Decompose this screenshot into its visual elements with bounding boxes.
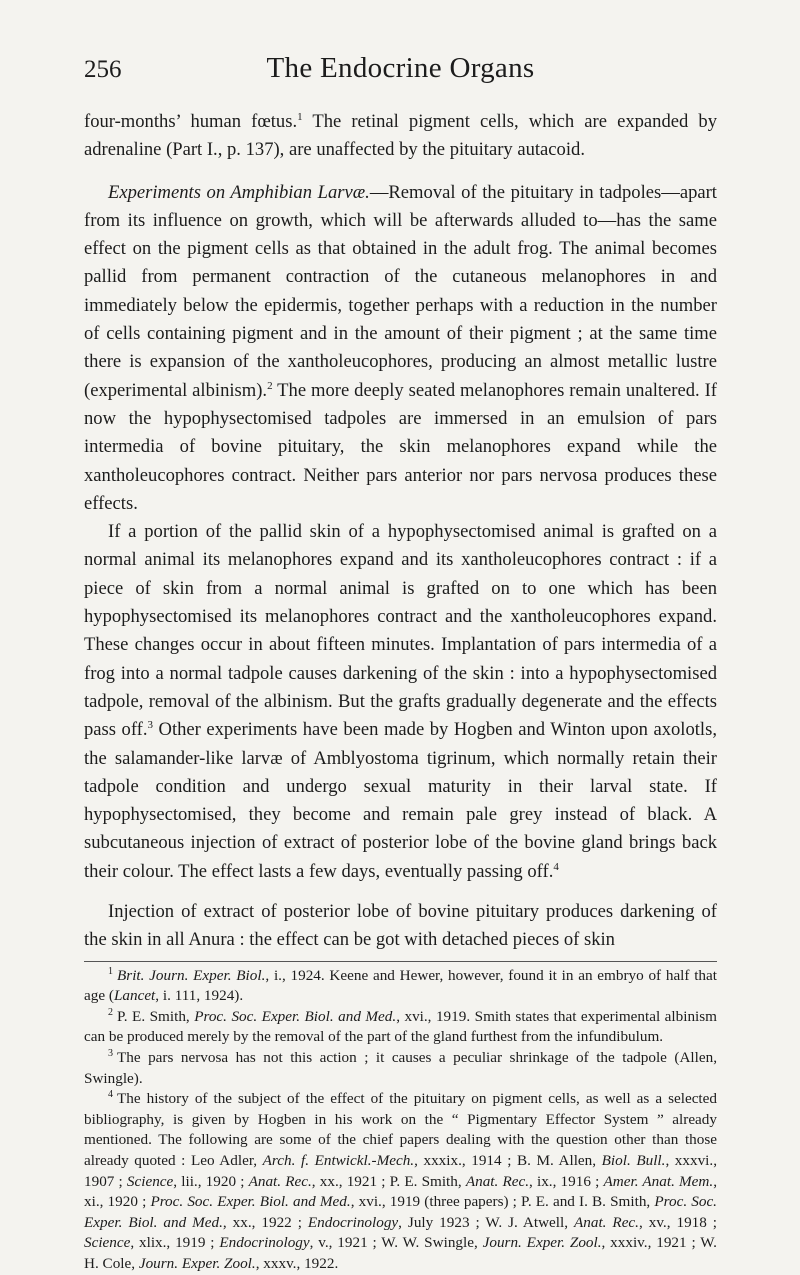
paragraph <box>84 518 717 886</box>
running-title: The Endocrine Organs <box>266 52 535 84</box>
journal-title: Brit. Journ. Exper. Biol. <box>117 966 266 984</box>
journal-title: Science <box>84 1234 131 1252</box>
text-run: —Removal of the pituitary in tadpoles—apart from its influence on growth, which will be afterwards alluded to—has the same effect on the pigment cells as that obtained in the adult frog. The animal becomes pallid from permanent contraction of the cutaneous melanophores in and immediately below the epidermis, together perhaps with a reduction in the number of cells containing pigment and in the amount of their pigment ; at the same time there is expansion of the xantholeucophores, producing an almost metallic lustre (experimental albinism). <box>84 181 717 401</box>
journal-title: Proc. Soc. Exper. Biol. and Med. <box>194 1007 397 1025</box>
footnote-text: , xxxvi., 1907 ; <box>84 1151 717 1190</box>
footnote-text: , xx., 1922 ; <box>222 1213 308 1231</box>
footnote-text: , July 1923 ; W. J. Atwell, <box>398 1213 574 1231</box>
footnotes <box>84 966 717 1275</box>
footnote-text: , ix., 1916 ; <box>529 1172 604 1190</box>
footnote-ref: 3 <box>147 719 154 732</box>
journal-title: Journ. Exper. Zool. <box>482 1234 602 1252</box>
footnote-mark: 2 <box>108 1006 113 1018</box>
footnote-text: , xi., 1920 ; <box>84 1172 717 1211</box>
journal-title: Endocrinology <box>307 1213 399 1231</box>
footnote <box>84 1089 717 1274</box>
footnote-text: , xv., 1918 ; <box>638 1213 718 1231</box>
footnote-text: , xxxv., 1922. <box>255 1254 339 1272</box>
footnote-text: , xx., 1921 ; P. E. Smith, <box>311 1172 466 1190</box>
journal-title: Anat. Rec. <box>465 1172 530 1190</box>
page-header <box>84 0 717 108</box>
footnote-mark: 4 <box>108 1089 113 1101</box>
footnote-text: , xxxix., 1914 ; B. M. Allen, <box>414 1151 602 1169</box>
text-run: Other experiments have been made by Hogben and Winton upon axolotls, the salamander-like larvæ of Amblyostoma tigrinum, which normally retain their tadpole condition and undergo sexual maturity in their larval state. If hypophysectomised, they become and remain pale grey instead of black. A subcutaneous injection of extract of posterior lobe of the bovine gland brings back their colour. The effect lasts a few days, eventually passing off. <box>84 719 717 882</box>
main-text <box>84 108 717 955</box>
journal-title: Proc. Soc. Exper. Biol. and Med. <box>84 1193 717 1231</box>
footnote-text: , lii., 1920 ; <box>173 1172 249 1190</box>
journal-title: Lancet <box>113 987 156 1005</box>
journal-title: Endocrinology <box>219 1234 310 1252</box>
journal-title: Journ. Exper. Zool. <box>138 1254 256 1272</box>
text-run: four-months’ human fœtus. <box>84 111 298 132</box>
text-run: The retinal pigment cells, which are expanded by adrenaline (Part I., p. 137), are unaffected by the pituitary autacoid. <box>84 111 717 161</box>
text-run: The more deeply seated melanophores remain unaltered. If now the hypophysectomised tadpoles are immersed in an emulsion of pars intermedia of bovine pituitary, the skin melanophores expand while the xantholeucophores contract. Neither pars anterior nor pars nervosa produces these effects. <box>84 379 717 514</box>
section-heading: Experiments on Amphibian Larvæ. <box>108 181 370 203</box>
paragraph <box>84 108 717 165</box>
journal-title: Anat. Rec. <box>248 1172 312 1190</box>
footnote-mark: 3 <box>108 1047 113 1059</box>
footnote <box>84 1007 717 1048</box>
journal-title: Science <box>126 1172 174 1190</box>
footnote <box>84 966 717 1007</box>
footnote-text: , xvi., 1919 (three papers) ; P. E. and I. B. Smith, <box>350 1193 655 1211</box>
footnote-divider <box>84 961 717 962</box>
journal-title: Amer. Anat. Mem. <box>603 1172 714 1190</box>
footnote-text: , v., 1921 ; W. W. Swingle, <box>309 1234 483 1252</box>
footnote-text: , i., 1924. Keene and Hewer, however, found it in an embryo of half that age ( <box>84 966 717 1005</box>
footnote-text: , xlix., 1919 ; <box>130 1234 220 1252</box>
page-number: 256 <box>84 56 122 83</box>
footnote-text: P. E. Smith, <box>117 1007 195 1025</box>
footnote-text: , xxxiv., 1921 ; W. H. Cole, <box>84 1234 717 1272</box>
journal-title: Anat. Rec. <box>573 1213 639 1231</box>
text-run: If a portion of the pallid skin of a hypophysectomised animal is grafted on a normal animal its melanophores expand and its xantholeucophores contract : if a piece of skin from a normal animal is grafted on to one which has been hypophysectomised its melanophores contract and the xantholeucophores expand. These changes occur in about fifteen minutes. Implantation of pars intermedia of a frog into a normal tadpole causes darkening of the skin : into a hypophysectomised tadpole, removal of the albinism. But the grafts gradually degenerate and the effects pass off. <box>84 521 717 741</box>
journal-title: Proc. Soc. Exper. Biol. and Med. <box>150 1193 351 1211</box>
footnote-text: The pars nervosa has not this action ; it causes a peculiar shrinkage of the tadpole (Allen, Swingle). <box>84 1048 717 1087</box>
journal-title: Biol. Bull. <box>601 1151 666 1169</box>
footnote-ref: 4 <box>553 860 559 873</box>
journal-title: Arch. f. Entwickl.-Mech. <box>262 1151 415 1169</box>
footnote <box>84 1048 717 1089</box>
paragraph <box>84 179 717 519</box>
text-run: Injection of extract of posterior lobe of bovine pituitary produces darkening of the skin in all Anura : the effect can be got with detached pieces of skin <box>84 901 717 951</box>
footnote-text: , xvi., 1919. Smith states that experimental albinism can be produced merely by the removal of the part of the gland furthest from the infundibulum. <box>84 1007 717 1046</box>
footnote-ref: 2 <box>267 379 273 392</box>
footnote-ref: 1 <box>297 110 303 123</box>
footnote-mark: 1 <box>108 965 113 977</box>
paragraph <box>84 898 717 955</box>
footnote-text: The history of the subject of the effect of the pituitary on pigment cells, as well as a selected bibliography, is given by Hogben in his work on the “ Pigmentary Effector System ” already mentioned. The following are some of the chief papers dealing with the question other than those already quoted : Leo Adler, <box>84 1090 717 1169</box>
footnote-text: , i. 111, 1924). <box>155 987 244 1005</box>
